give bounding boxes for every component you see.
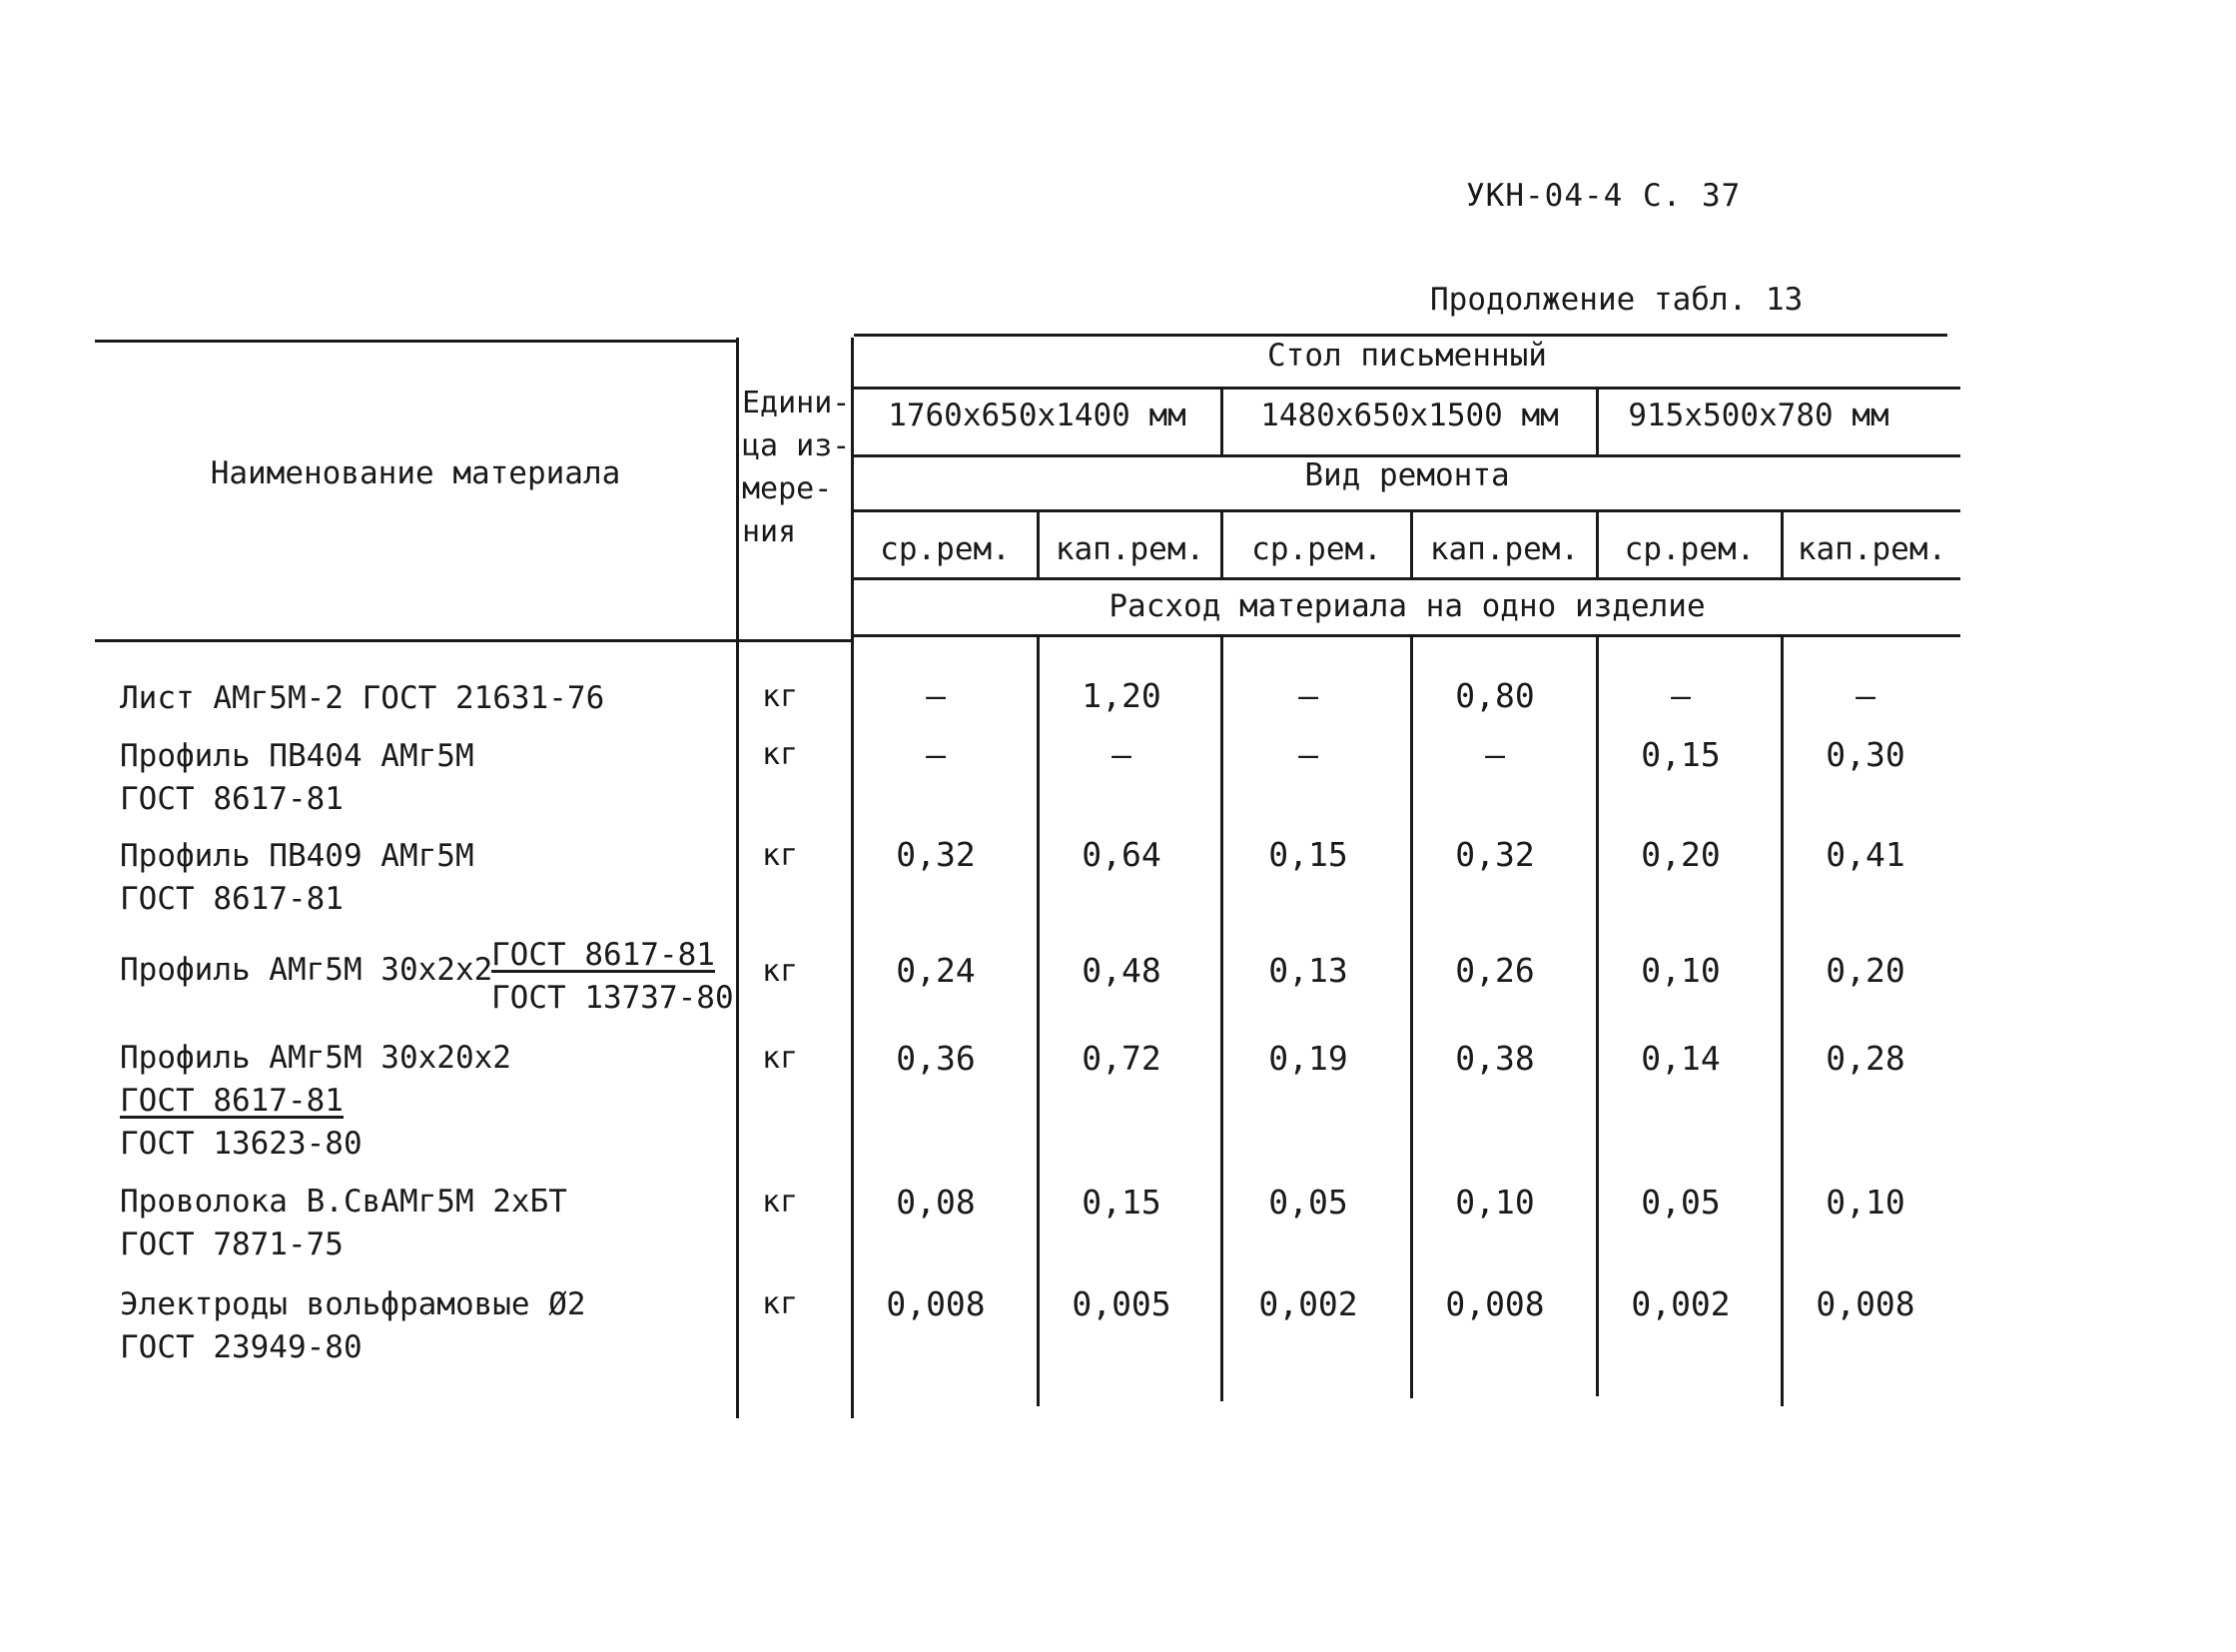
value-cell: 0,32 bbox=[896, 835, 976, 874]
group-header: Стол письменный bbox=[1267, 338, 1547, 374]
value-cell: 0,15 bbox=[1268, 835, 1348, 874]
page-reference: УКН-04-4 С. 37 bbox=[1466, 178, 1742, 214]
value-cell: 0,15 bbox=[1641, 735, 1721, 774]
value-cell: 0,13 bbox=[1268, 951, 1348, 990]
value-cell: 0,20 bbox=[1826, 951, 1905, 990]
material-standard-fraction: ГОСТ 8617-81 ГОСТ 13737-80 bbox=[491, 937, 734, 1016]
repair-type-5: ср.рем. bbox=[1624, 531, 1756, 567]
column-header-material-name: Наименование материала bbox=[210, 455, 621, 491]
size-header-2: 1480x650x1500 мм bbox=[1260, 398, 1559, 433]
material-name: Профиль ПВ404 АМг5М ГОСТ 8617-81 bbox=[120, 738, 474, 817]
value-cell: 0,10 bbox=[1455, 1183, 1535, 1222]
repair-type-6: кап.рем. bbox=[1797, 531, 1947, 567]
value-cell: 0,28 bbox=[1826, 1039, 1905, 1078]
table-continuation-label: Продолжение табл. 13 bbox=[1430, 282, 1804, 318]
value-cell: 0,38 bbox=[1455, 1039, 1535, 1078]
value-cell: 0,002 bbox=[1631, 1284, 1731, 1323]
unit-cell: кг bbox=[762, 838, 799, 873]
value-cell: 0,24 bbox=[896, 951, 976, 990]
value-cell: 0,20 bbox=[1641, 835, 1721, 874]
material-name: Электроды вольфрамовые Ø2 ГОСТ 23949-80 bbox=[120, 1286, 586, 1365]
value-cell: – bbox=[1485, 735, 1505, 774]
value-cell: 0,36 bbox=[896, 1039, 976, 1078]
value-cell: – bbox=[1856, 676, 1875, 715]
value-cell: – bbox=[926, 735, 946, 774]
unit-cell: кг bbox=[762, 1286, 799, 1321]
size-header-1: 1760x650x1400 мм bbox=[888, 398, 1186, 433]
repair-type-2: кап.рем. bbox=[1055, 531, 1205, 567]
value-cell: 0,64 bbox=[1082, 835, 1161, 874]
column-header-unit: Едини- ца из- мере- ния bbox=[742, 386, 851, 549]
value-cell: 0,26 bbox=[1455, 951, 1535, 990]
consumption-header: Расход материала на одно изделие bbox=[1109, 588, 1706, 624]
value-cell: – bbox=[1298, 735, 1318, 774]
value-cell: 0,002 bbox=[1258, 1284, 1358, 1323]
value-cell: 0,08 bbox=[896, 1183, 976, 1222]
value-cell: 0,05 bbox=[1641, 1183, 1721, 1222]
repair-type-3: ср.рем. bbox=[1251, 531, 1382, 567]
material-name: Профиль АМг5М 30x20x2 ГОСТ 8617-81 ГОСТ 13623-80 bbox=[120, 1040, 511, 1162]
value-cell: 0,005 bbox=[1072, 1284, 1171, 1323]
value-cell: 0,41 bbox=[1826, 835, 1905, 874]
value-cell: 0,008 bbox=[1816, 1284, 1915, 1323]
value-cell: 0,05 bbox=[1268, 1183, 1348, 1222]
value-cell: 0,48 bbox=[1082, 951, 1161, 990]
value-cell: 0,10 bbox=[1641, 951, 1721, 990]
size-header-3: 915x500x780 мм bbox=[1628, 398, 1889, 433]
value-cell: – bbox=[1298, 676, 1318, 715]
value-cell: 0,32 bbox=[1455, 835, 1535, 874]
unit-cell: кг bbox=[762, 1185, 799, 1220]
unit-cell: кг bbox=[762, 954, 799, 989]
value-cell: 0,19 bbox=[1268, 1039, 1348, 1078]
unit-cell: кг bbox=[762, 737, 799, 772]
value-cell: 0,80 bbox=[1455, 676, 1535, 715]
repair-type-4: кап.рем. bbox=[1429, 531, 1580, 567]
value-cell: 1,20 bbox=[1082, 676, 1161, 715]
value-cell: – bbox=[926, 676, 946, 715]
value-cell: 0,15 bbox=[1082, 1183, 1161, 1222]
value-cell: 0,008 bbox=[1445, 1284, 1545, 1323]
repair-type-1: ср.рем. bbox=[880, 531, 1011, 567]
value-cell: 0,72 bbox=[1082, 1039, 1161, 1078]
unit-cell: кг bbox=[762, 679, 799, 714]
material-name: Лист АМг5М-2 ГОСТ 21631-76 bbox=[120, 680, 605, 716]
unit-cell: кг bbox=[762, 1041, 799, 1076]
value-cell: 0,14 bbox=[1641, 1039, 1721, 1078]
value-cell: – bbox=[1112, 735, 1131, 774]
repair-type-header: Вид ремонта bbox=[1304, 457, 1510, 493]
material-name: Проволока В.СвАМг5М 2хБТ ГОСТ 7871-75 bbox=[120, 1184, 567, 1262]
material-name: Профиль ПВ409 АМг5М ГОСТ 8617-81 bbox=[120, 838, 474, 917]
value-cell: – bbox=[1671, 676, 1691, 715]
value-cell: 0,10 bbox=[1826, 1183, 1905, 1222]
value-cell: 0,008 bbox=[886, 1284, 986, 1323]
value-cell: 0,30 bbox=[1826, 735, 1905, 774]
material-name: Профиль АМг5М 30x2x2 bbox=[120, 952, 493, 988]
